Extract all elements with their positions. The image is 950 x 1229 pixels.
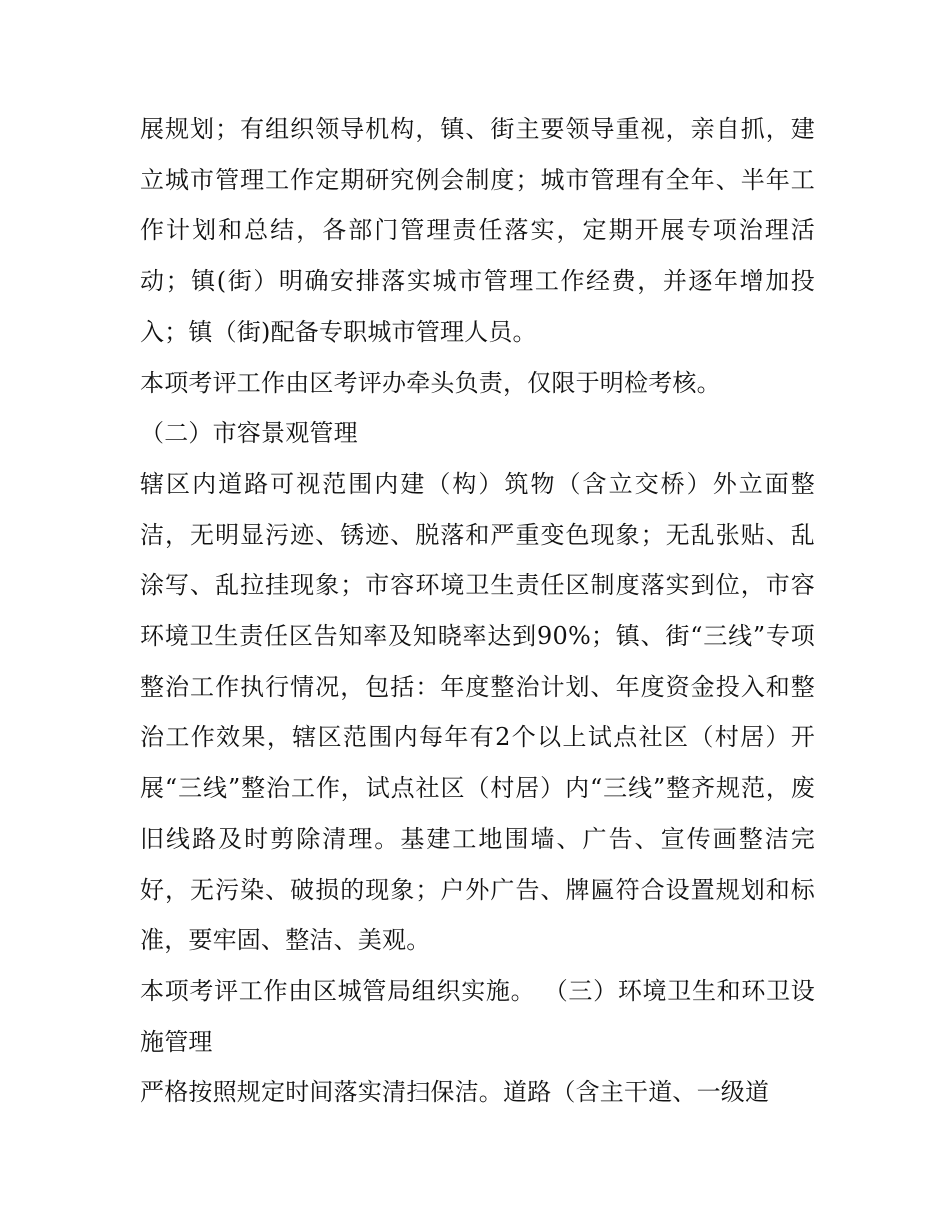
paragraph-cityscape-requirements: 辖区内道路可视范围内建（构）筑物（含立交桥）外立面整洁，无明显污迹、锈迹、脱落和严重变色现象；无乱张贴、乱涂写、乱拉挂现象；市容环境卫生责任区制度落实到位，市容环境卫生责任区告知率及知晓率达到90%；镇、街“三线”专项整治工作执行情况，包括：年度整治计划、年度资金投入和整治工作效果，辖区范围内每年有2个以上试点社区（村居）开展“三线”整治工作，试点社区（村居）内“三线”整齐规范，废旧线路及时剪除清理。基建工地围墙、广告、宣传画整洁完好，无污染、破损的现象；户外广告、牌匾符合设置规划和标准，要牢固、整洁、美观。 <box>140 469 815 955</box>
paragraph-cleaning-requirements: 严格按照规定时间落实清扫保洁。道路（含主干道、一级道 <box>140 1078 770 1107</box>
paragraph-planning-requirements: 展规划；有组织领导机构，镇、街主要领导重视，亲自抓，建立城市管理工作定期研究例会制度；城市管理有全年、半年工作计划和总结，各部门管理责任落实，定期开展专项治理活动；镇(街）明确安排落实城市管理工作经费，并逐年增加投入；镇（街)配备专职城市管理人员。 <box>140 115 815 346</box>
paragraph-assessment-responsibility-1: 本项考评工作由区考评办牵头负责，仅限于明检考核。 <box>140 368 721 397</box>
paragraph-assessment-responsibility-2: 本项考评工作由区城管局组织实施。 （三）环境卫生和环卫设施管理 <box>140 976 815 1056</box>
section-heading-cityscape-management: （二）市容景观管理 <box>140 419 358 448</box>
document-body <box>140 104 815 1118</box>
